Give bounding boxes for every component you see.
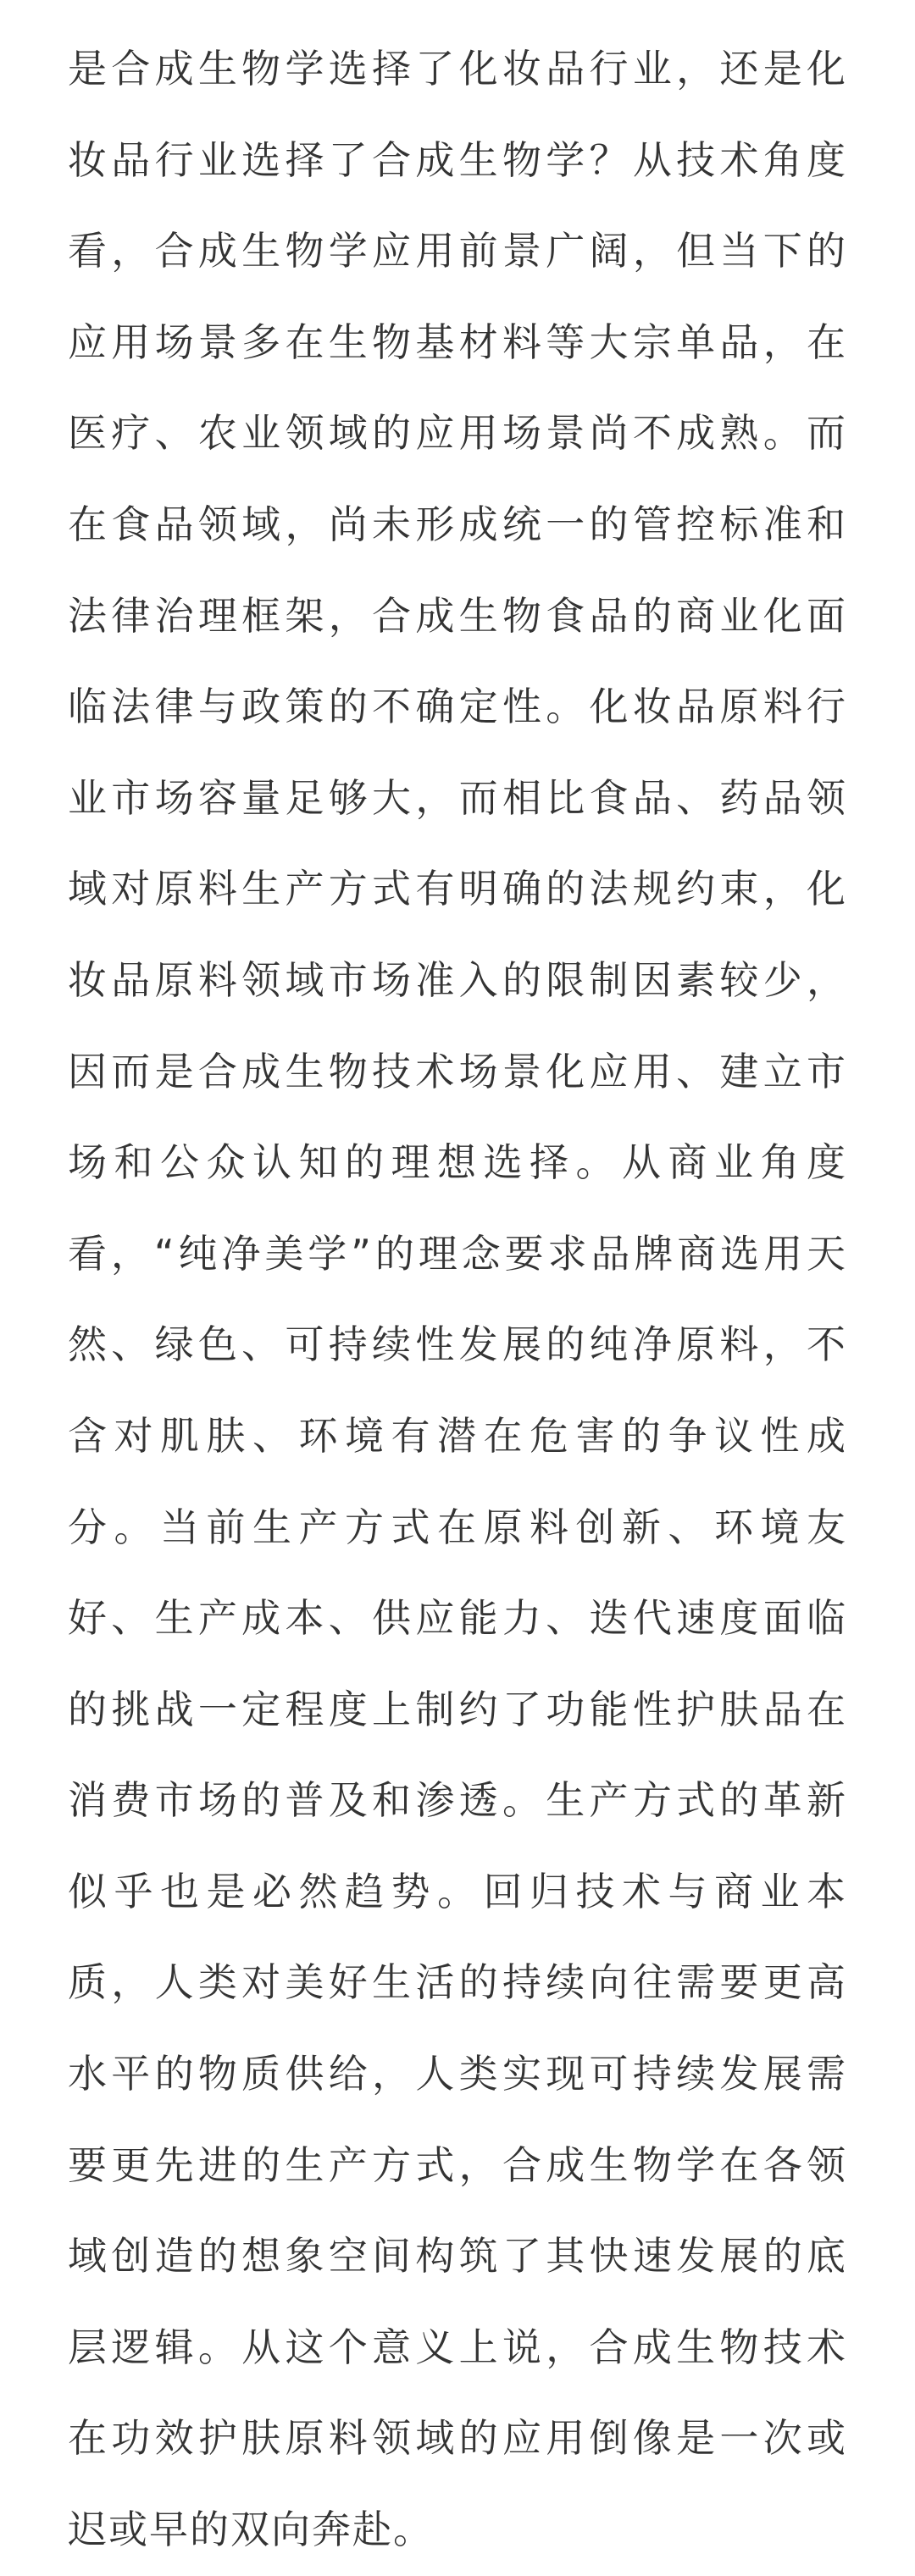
article-line: 是合成生物学选择了化妆品行业，还是化 bbox=[68, 46, 847, 91]
article-line: 医疗、农业领域的应用场景尚不成熟。而 bbox=[68, 410, 847, 457]
article-line: 业市场容量足够大，而相比食品、药品领 bbox=[68, 774, 847, 821]
article-body bbox=[68, 24, 847, 2576]
article-line: 临法律与政策的不确定性。化妆品原料行 bbox=[68, 684, 847, 730]
article-line: 域创造的想象空间构筑了其快速发展的底 bbox=[68, 2233, 847, 2280]
article-line-last: 迟或早的双向奔赴。 bbox=[68, 2507, 434, 2553]
article-line: 好、生产成本、供应能力、迭代速度面临 bbox=[68, 1595, 847, 1642]
article-line: 妆品原料领域市场准入的限制因素较少， bbox=[68, 956, 847, 1003]
article-line: 的挑战一定程度上制约了功能性护肤品在 bbox=[68, 1686, 847, 1732]
article-line: 消费市场的普及和渗透。生产方式的革新 bbox=[68, 1777, 847, 1824]
article-line: 在功效护肤原料领域的应用倒像是一次或 bbox=[68, 2415, 847, 2462]
article-line: 分。当前生产方式在原料创新、环境友 bbox=[68, 1504, 847, 1550]
article-line: 含对肌肤、环境有潜在危害的争议性成 bbox=[68, 1412, 847, 1459]
article-line: 因而是合成生物技术场景化应用、建立市 bbox=[68, 1048, 847, 1094]
article-line: 法律治理框架，合成生物食品的商业化面 bbox=[68, 592, 847, 639]
article-line: 域对原料生产方式有明确的法规约束，化 bbox=[68, 866, 847, 912]
article-line: 妆品行业选择了合成生物学？从技术角度 bbox=[68, 136, 847, 183]
article-line: 场和公众认知的理想选择。从商业角度 bbox=[68, 1139, 847, 1186]
article-line: 水平的物质供给，人类实现可持续发展需 bbox=[68, 2051, 847, 2097]
article-line: 层逻辑。从这个意义上说，合成生物技术 bbox=[68, 2324, 847, 2370]
article-line: 似乎也是必然趋势。回归技术与商业本 bbox=[68, 1868, 847, 1914]
article-line: 要更先进的生产方式，合成生物学在各领 bbox=[68, 2141, 847, 2188]
article-line: 然、绿色、可持续性发展的纯净原料，不 bbox=[68, 1321, 847, 1368]
article-line: 看，“纯净美学”的理念要求品牌商选用天 bbox=[68, 1230, 847, 1277]
article-line: 在食品领域，尚未形成统一的管控标准和 bbox=[68, 501, 847, 547]
article-line: 质，人类对美好生活的持续向往需要更高 bbox=[68, 1959, 847, 2006]
article-line: 应用场景多在生物基材料等大宗单品，在 bbox=[68, 319, 847, 365]
article-line: 看，合成生物学应用前景广阔，但当下的 bbox=[68, 228, 847, 274]
